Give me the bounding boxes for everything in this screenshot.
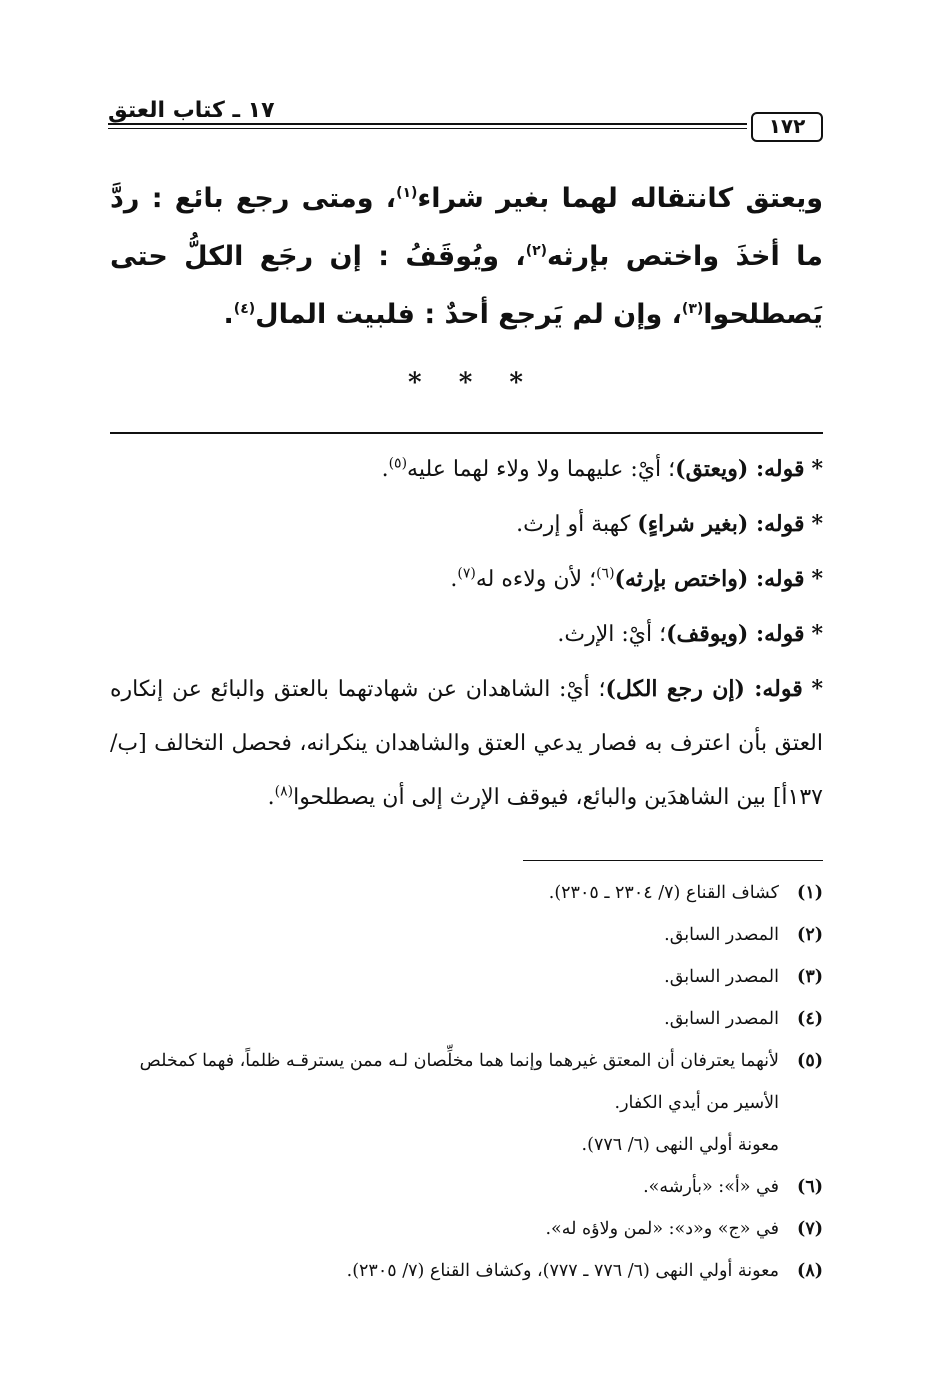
- footnote-number: (٢): [797, 925, 823, 945]
- commentary-item: [110, 552, 823, 607]
- footnote: [110, 872, 823, 914]
- footnote: [110, 956, 823, 998]
- footnote-text: المصدر السابق.: [664, 1009, 779, 1029]
- footnote: [110, 1250, 823, 1292]
- footnote: [110, 914, 823, 956]
- commentary: [110, 442, 823, 825]
- footnote-rule: [523, 860, 823, 861]
- commentary-item: [110, 442, 823, 497]
- footnote-number: (٤): [797, 1009, 823, 1029]
- header-rule-thin: [108, 128, 747, 129]
- footnotes: [110, 872, 823, 1292]
- page-number: ١٧٢: [751, 112, 823, 142]
- footnote: [110, 1040, 823, 1124]
- main-text-segment: ، ومتى رجع بائع : ردَّ ما أخذَ واختص بإرثه: [110, 183, 823, 272]
- footnote-ref[interactable]: (٧): [457, 565, 476, 582]
- bullet-icon: *: [811, 511, 823, 537]
- footnote-text: لأنهما يعترفان أن المعتق غيرهما وإنما هما مخلِّصان لـه ممن يسترقـه ظلماً، فهما كمخلص الأسير من أيدي الكفار.: [139, 1051, 779, 1113]
- commentary-item: [110, 662, 823, 825]
- footnote-text: كشاف القناع (٧/ ٢٣٠٤ ـ ٢٣٠٥).: [548, 883, 779, 903]
- main-text-segment: ، ويُوقَفُ : إن رجَع الكلُّ حتى يَصطلحوا: [110, 241, 823, 330]
- bullet-icon: *: [811, 621, 823, 647]
- commentary-text: ؛ أيْ: الشاهدان عن شهادتهما بالعتق والبائع عن إنكاره العتق بأن اعترف به فصار يدعي العتق والشاهدان ينكرانه، فحصل التخالف [ب/ ١٣٧أ] بين الشاهدَين والبائع، فيوقف الإرث إلى أن يصطلحوا: [110, 677, 823, 810]
- main-text-segment: ، وإن لم يَرجع أحدٌ : فلبيت المال: [255, 299, 682, 330]
- bullet-icon: *: [811, 456, 823, 482]
- footnote-ref[interactable]: (٢): [525, 243, 548, 259]
- chapter-title: ١٧ ـ كتاب العتق: [108, 98, 275, 123]
- header-rule: [108, 123, 747, 125]
- footnote-ref[interactable]: (٤): [233, 301, 256, 317]
- footnote-number: (٣): [797, 967, 823, 987]
- commentary-text: .: [267, 785, 275, 810]
- footnote-ref[interactable]: (٦): [596, 565, 615, 582]
- footnote: [110, 1166, 823, 1208]
- bullet-icon: *: [811, 566, 823, 592]
- commentary-text: ؛ أيْ: الإرث.: [557, 622, 667, 647]
- commentary-text: .: [450, 567, 458, 592]
- footnote-text: في «ج» و«د»: «لمن ولاؤه له».: [545, 1219, 779, 1239]
- commentary-item: [110, 497, 823, 552]
- commentary-text: كهبة أو إرث.: [516, 512, 638, 537]
- footnote-number: (٧): [797, 1219, 823, 1239]
- footnote-ref[interactable]: (٣): [681, 301, 704, 317]
- commentary-item: [110, 607, 823, 662]
- footnote-text: المصدر السابق.: [664, 967, 779, 987]
- footnote-ref[interactable]: (٥): [388, 455, 408, 472]
- main-text-segment: .: [223, 299, 234, 330]
- main-text-segment: ويعتق كانتقاله لهما بغير شراء: [417, 183, 823, 214]
- commentary-lead: قوله: (بغير شراءٍ): [637, 511, 805, 537]
- commentary-text: ؛ لأن ولاءه له: [475, 567, 597, 592]
- running-head: [108, 92, 823, 152]
- footnote: [110, 998, 823, 1040]
- footnote-number: (٦): [797, 1177, 823, 1197]
- commentary-lead: قوله: (ويوقف): [666, 621, 805, 647]
- footnote-number: (١): [797, 883, 823, 903]
- commentary-lead: قوله: (ويعتق): [675, 456, 805, 482]
- commentary-rule: [110, 432, 823, 434]
- footnote-text: المصدر السابق.: [664, 925, 779, 945]
- footnote-ref[interactable]: (٨): [274, 783, 294, 800]
- commentary-lead: قوله: (واختص بإرثه): [614, 566, 805, 592]
- footnote-number: (٨): [797, 1261, 823, 1281]
- footnote-continuation: معونة أولي النهى (٦/ ٧٧٦).: [581, 1135, 779, 1155]
- section-separator: * * *: [408, 368, 537, 398]
- footnote: [110, 1208, 823, 1250]
- commentary-text: .: [381, 457, 389, 482]
- footnote-text: في «أ»: «بأرشه».: [643, 1177, 779, 1197]
- footnote-number: (٥): [797, 1051, 823, 1071]
- main-text: [110, 170, 823, 344]
- footnote-ref[interactable]: (١): [396, 185, 418, 201]
- bullet-icon: *: [811, 676, 823, 702]
- commentary-text: ؛ أيْ: عليهما ولا ولاء لهما عليه: [407, 457, 676, 482]
- footnote-text: معونة أولي النهى (٦/ ٧٧٦ ـ ٧٧٧)، وكشاف القناع (٧/ ٢٣٠٥).: [346, 1261, 779, 1281]
- commentary-lead: قوله: (إن رجع الكل): [605, 676, 803, 702]
